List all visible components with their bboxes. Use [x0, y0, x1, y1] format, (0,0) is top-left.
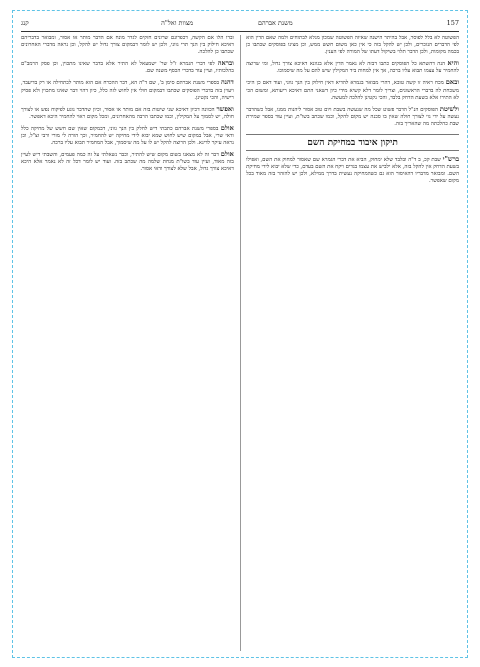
paragraph — [246, 106, 459, 128]
paragraph-lead-word: ולשיטת — [439, 104, 459, 113]
paragraph — [21, 106, 234, 121]
page-frame — [12, 10, 468, 658]
page-content — [21, 17, 459, 651]
paragraph-text: הפשוטה לא בלל לפוסר, אבל בהיתר הישנה שאיזה הפשוטה שמכון מגלא לבתוחים ולמה שאם הדין הוא לפי הדברים הנזכרים, ולכן יש להקל בזה כי אין כאן משום חשש ממש, וכן מצינו בפוסקים שכתבו כן בכמה מקומות, ולכן הדבר תלוי בשיקול דעתו של המורה לפי הענין. — [246, 35, 459, 56]
paragraph — [246, 60, 459, 75]
page-number-left: קנג — [21, 19, 29, 27]
page-number-right: 157 — [446, 19, 459, 27]
paragraph-text: בספרי משנת אברהם כתבתי דיש לחלק בין הנך גווני, דבמקום שאין שם חשש של מחיקה כלל ודאי שרי, אבל במקום שיש לחוש שמא יבוא לידי מחיקה יש להחמיר, וכך הורה לי מורי ורבי זצ"ל, וכן נראה עיקר לדינא. ולכן הרוצה להקל יש לו על מה שיסמוך, אבל המחמיר תבוא עליו ברכה. — [21, 125, 234, 147]
header-title-center2: מצוות ואל"ה — [161, 19, 194, 27]
paragraph-text: ובדו הלו אם הקשה, דכפרונם שרונים חזקים לגדר מונח אם הדבר מותר או אסור, ומבואר בדבריהם דאיכא חילוק בין הנך תרי גווני, ולכן יש לומר דבמקום צורך גדול יש להקל, וכן נראה מדברי האחרונים שכתבו כן להלכה. — [21, 35, 234, 56]
paragraph-lead-word: ברש"י — [442, 155, 459, 164]
paragraph-text: שבת קכ, ב ד"ה ובלבד שלא ימחוק, הביא את דברי הגמרא שם שאסור למחוק את השם, ואפילו בשעת הדחק אין להקל בזה, אלא ילביש את עצמו בגדים ויקח את השם בעדם, כדי שלא יבוא לידי מחיקת השם. ומבואר מדבריו דהאיסור הוא גם כשהמחיקה נעשית בדרך ממילא, ולכן יש להזהר בזה מאוד בכל מקום שאפשר. — [246, 157, 459, 185]
paragraph — [21, 79, 234, 101]
right-column — [246, 35, 459, 651]
paragraph-text: לפי דברי הגמרא ז"ל שר' ישמעאל לא התיר אלא בדבר שאינו מתכוין, וכן פסק הרמב"ם בהלכותיו, ועיין עוד בדברי הכסף משנה שם. — [21, 61, 234, 75]
running-header — [21, 17, 459, 32]
header-title-center: משנת אברהם — [257, 19, 293, 27]
paragraph-text: הפוסקים הנ"ל הדבר פשוט שכל מה שנעשה בשבת ויום טוב אסור ליהנות ממנו, אבל כשהדבר נעשה על ידי גוי לצורך חולה שאין בו סכנה יש מקום להקל, וכמו שכתב בשו"ת, ועיין עוד בספר שמירת שבת כהלכתה מה שהאריך בזה. — [246, 106, 459, 127]
paragraph — [246, 79, 459, 101]
paragraph-text: הנה דהשתא כל הפוסקים כתבו דבזה לא נאמר הדין אלא בגוונא דאיכא צורך גדול, ומי שרוצה להחמיר על עצמו תבוא עליו ברכה, אך אין למחות ביד המקילין שיש להם על מה שיסמוכו. — [246, 61, 459, 75]
column-divider — [240, 35, 241, 651]
paragraph — [246, 35, 459, 56]
paragraph — [21, 125, 234, 147]
paragraph — [21, 60, 234, 75]
paragraph-text: דבר זה לא מצאנו בשום מקום שיש להתיר, וכבר נשאלתי על זה כמה פעמים, והשבתי דיש לעיין בזה מאוד, ועיין עוד בשו"ת מנחת שלמה מה שכתב בזה. ועוד יש לומר דכל זה לא נאמר אלא היכא דאיכא צורך גדול, אבל שלא לצורך ודאי אסור. — [21, 152, 234, 173]
paragraph-lead-word: ובאם — [445, 78, 459, 87]
paragraph — [21, 35, 234, 56]
paragraph-lead-word: דהנה — [220, 78, 234, 87]
paragraph-lead-word: ובראה — [217, 59, 234, 68]
left-column — [21, 35, 234, 651]
paragraph-lead-word: אולם — [220, 123, 234, 132]
paragraph-lead-word: אולם — [220, 150, 234, 159]
paragraph-text: הכוונה דכיון דאיכא שני שיטות בזה אם מותר או אסור, וכיון שהדבר נוגע לפיקוח נפש או לצורך חולה, יש לסמוך על המקילין, וכמו שכתבו הרבה מהאחרונים, ומכל מקום ראוי להחמיר היכא דאפשר. — [21, 106, 234, 120]
paragraph-text: בספרי משנת אברהם סימן ב', שם ד"ה הא, דבר ההכרח אם הוא מותר לכתחילה או רק בדיעבד, ויעוין בזה בדברי הפוסקים שכתבו דבמקום חולי אין לחוש לזה כלל, כיון דהוי דבר שאינו מתכוין ולא פסיק רישיה, והכי נקטינן. — [21, 80, 234, 101]
paragraph-lead-word: והיא — [447, 59, 459, 68]
text-columns — [21, 35, 459, 651]
paragraph-text: מכח ראיה זו קשה טובא, דהרי מבואר בגמרא להדיא דאין חילוק בין הנך גווני, ועוד דאם כן היכי משכחת לה בדברי הראשונים, וצריך לומר דלא קשיא מידי כיון דשאני התם דאיכא ריעותא, ומשום הכי לא התירו אלא בשעת הדחק בלבד, והכי נקטינן להלכה למעשה. — [246, 80, 459, 101]
section-title: תיקון איבוד במחיקת השם — [246, 134, 459, 151]
paragraph — [21, 151, 234, 173]
paragraph-lead-word: ואפשר — [216, 104, 234, 113]
paragraph — [246, 156, 459, 185]
